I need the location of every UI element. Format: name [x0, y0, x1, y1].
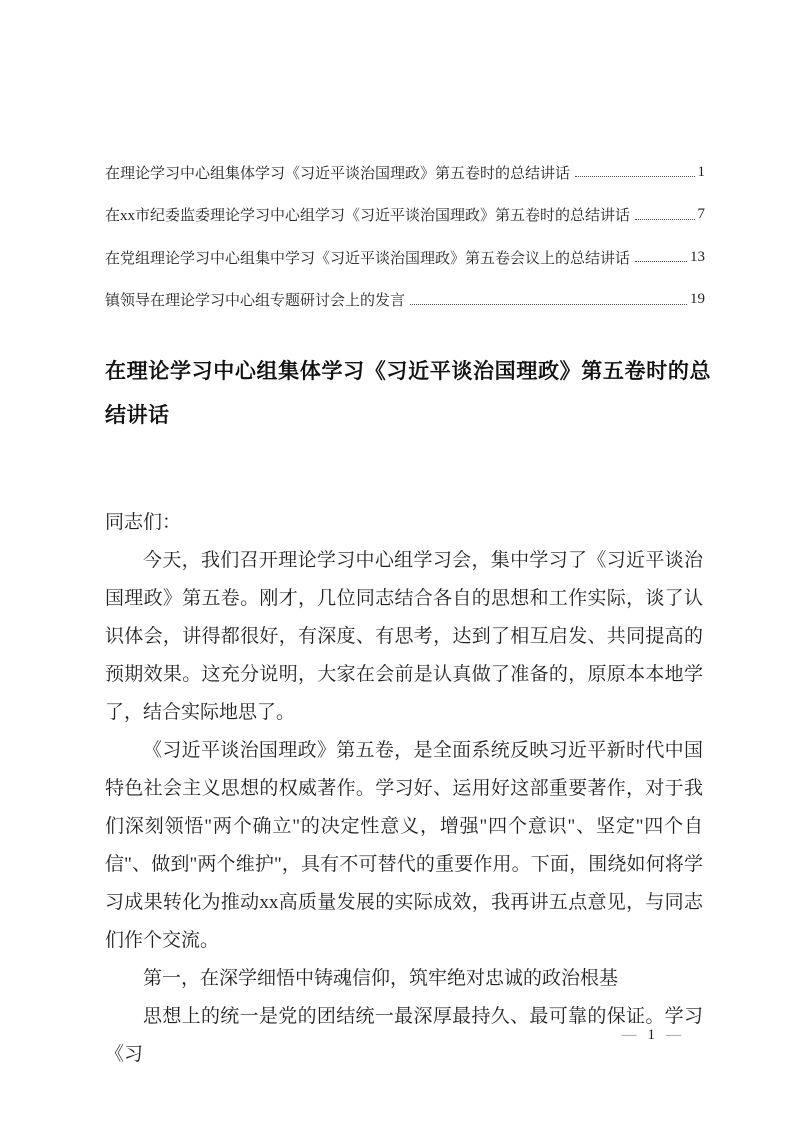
footer-dash-right: —	[666, 1027, 681, 1043]
toc-page-number: 13	[690, 248, 705, 265]
document-body	[105, 504, 703, 1074]
toc-entry[interactable]	[105, 279, 705, 322]
toc-entry-title: 在xx市纪委监委理论学习中心组学习《习近平谈治国理政》第五卷时的总结讲话	[105, 208, 631, 225]
toc-dot-leader	[575, 163, 694, 177]
toc-dot-leader	[635, 206, 694, 220]
footer-dash-left: —	[621, 1027, 637, 1043]
salutation: 同志们：	[105, 512, 182, 533]
body-paragraph: 《习近平谈治国理政》第五卷，是全面系统反映习近平新时代中国特色社会主义思想的权威著作。学习好、运用好这部重要著作，对于我们深刻领悟"两个确立"的决定性意义，增强"四个意识"、坚定"四个自信"、做到"两个维护"，具有不可替代的重要作用。下面，围绕如何将学习成果转化为推动xx高质量发展的实际成效，我再讲五点意见，与同志们作个交流。	[105, 740, 703, 951]
body-paragraph: 思想上的统一是党的团结统一最深厚最持久、最可靠的保证。学习《习	[105, 1006, 703, 1065]
page-footer	[622, 1027, 682, 1044]
body-paragraph: 今天，我们召开理论学习中心组学习会，集中学习了《习近平谈治国理政》第五卷。刚才，几位同志结合各自的思想和工作实际，谈了认识体会，讲得都很好，有深度、有思考，达到了相互启发、共同提高的预期效果。这充分说明，大家在会前是认真做了准备的，原原本本地学了，结合实际地思了。	[105, 550, 703, 723]
toc-entry-title: 在党组理论学习中心组集中学习《习近平谈治国理政》第五卷会议上的总结讲话	[105, 250, 631, 267]
toc-entry[interactable]	[105, 151, 705, 194]
toc-entry-title: 在理论学习中心组集体学习《习近平谈治国理政》第五卷时的总结讲话	[105, 165, 571, 182]
toc-page-number: 19	[690, 291, 705, 308]
footer-page-number: 1	[647, 1027, 655, 1043]
toc-dot-leader	[635, 248, 687, 262]
toc-page-number: 1	[697, 163, 705, 180]
toc-entry-title: 镇领导在理论学习中心组专题研讨会上的发言	[105, 293, 406, 310]
table-of-contents	[105, 151, 705, 321]
toc-dot-leader	[410, 291, 687, 305]
document-title: 在理论学习中心组集体学习《习近平谈治国理政》第五卷时的总结讲话	[105, 360, 711, 427]
toc-page-number: 7	[697, 206, 705, 223]
section-heading-first-point: 第一，在深学细悟中铸魂信仰，筑牢绝对忠诚的政治根基	[143, 968, 619, 989]
toc-entry[interactable]	[105, 236, 705, 279]
toc-entry[interactable]	[105, 194, 705, 237]
